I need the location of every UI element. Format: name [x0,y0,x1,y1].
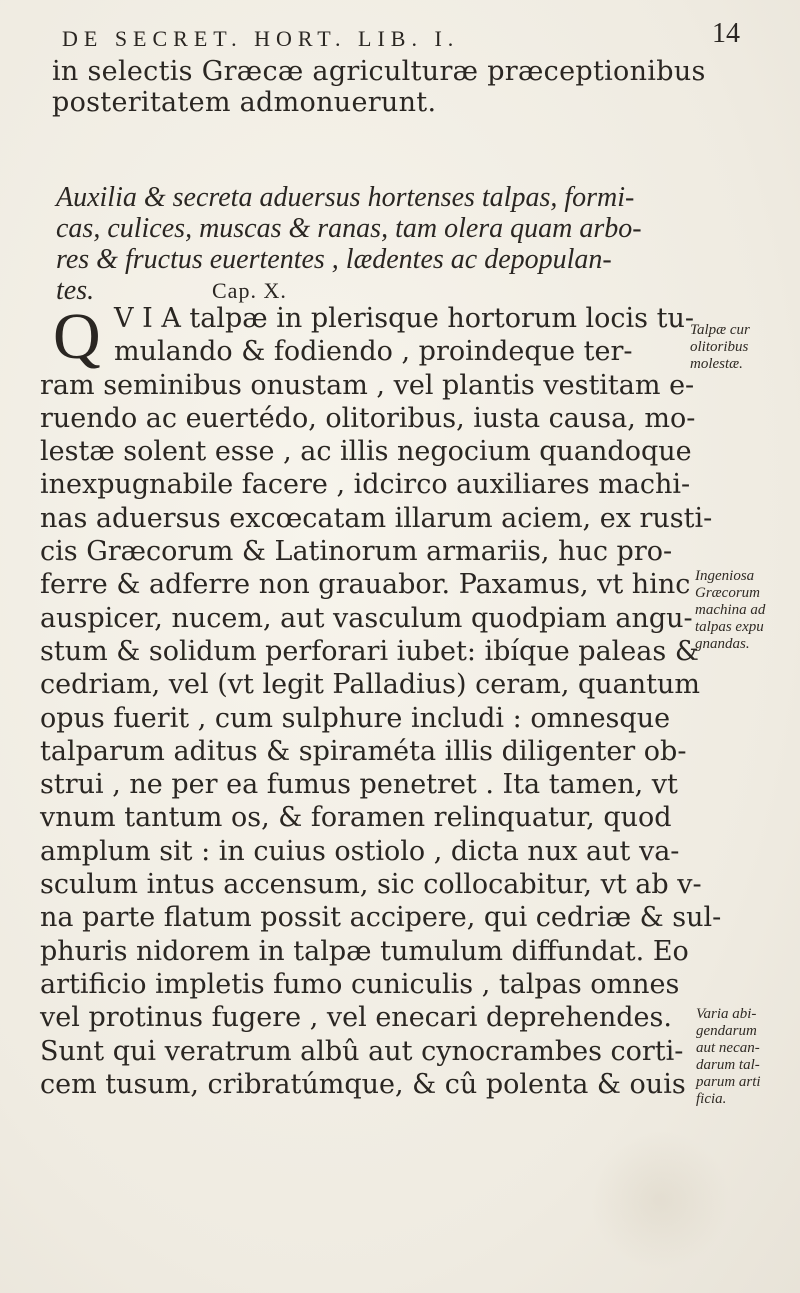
body-line: auspicer, nucem, aut vasculum quodpiam angu- [40,602,693,634]
margin-line: Græcorum [695,585,761,601]
body-line: artificio impletis fumo cuniculis , talpas omnes [40,968,680,1000]
margin-line: gnandas. [695,636,750,652]
margin-line: darum tal- [696,1057,760,1073]
body-line: vnum tantum os, & foramen relinquatur, quod [40,802,672,834]
body-line: V I A talpæ in plerisque hortorum locis tu- [114,303,694,334]
body-line: Sunt qui veratrum albû aut cynocrambes corti- [40,1035,684,1067]
margin-line: gendarum [696,1023,757,1039]
margin-line: olitoribus [690,339,749,355]
body-line: opus fuerit , cum sulphure includi : omnesque [40,702,671,734]
body-line: na parte flatum possit accipere, qui cedriæ & sul- [40,902,722,934]
body-line: nas aduersus excœcatam illarum aciem, ex rusti- [40,502,713,534]
body-line: sculum intus accensum, sic collocabitur, vt ab v- [40,869,702,901]
summary-line: cas, culices, muscas & ranas, tam olera quam arbo- [56,213,642,244]
margin-line: Varia abi- [696,1006,757,1022]
margin-line: Talpæ cur [690,322,750,338]
marginal-note-artificia [696,1006,761,1108]
text-line: in selectis Græcæ agriculturæ præceptionibus [52,56,706,87]
paper-stain [590,1130,730,1270]
summary-line: tes. [56,275,95,306]
body-line: vel protinus fugere , vel enecari deprehendes. [40,1002,672,1034]
marginal-note-talpae [690,322,750,373]
body-line: ruendo ac euertédo, olitoribus, iusta causa, mo- [40,402,696,434]
summary-line: res & fructus euertentes , lædentes ac depopulan- [56,244,612,275]
margin-line: molestæ. [690,356,743,372]
body-line: inexpugnabile facere , idcirco auxiliares machi- [40,469,691,501]
chapter-number: Cap. X. [212,278,287,303]
body-line: cis Græcorum & Latinorum armariis, huc pro- [40,536,673,568]
margin-line: ficia. [696,1091,727,1107]
intro-paragraph [52,56,752,118]
body-line: ferre & adferre non grauabor. Paxamus, vt hinc [40,569,691,601]
marginal-note-machina [695,568,765,653]
body-line: ram seminibus onustam , vel plantis vestitam e- [40,369,695,401]
margin-line: parum arti [696,1074,761,1090]
page-header [62,18,762,58]
text-line: posteritatem admonuerunt. [52,87,437,118]
margin-line: aut necan- [696,1040,760,1056]
summary-line: Auxilia & secreta aduersus hortenses talpas, formi- [56,182,635,213]
body-line: phuris nidorem in talpæ tumulum diffundat. Eo [40,935,689,967]
margin-line: talpas expu [695,619,764,635]
margin-line: Ingeniosa [695,568,755,584]
body-line: talparum aditus & spiraméta illis diligenter ob- [40,735,687,767]
body-line: cem tusum, cribratúmque, & cû polenta & ouis [40,1068,686,1100]
body-line: mulando & fodiendo , proindeque ter- [114,336,633,368]
body-line: strui , ne per ea fumus penetret . Ita tamen, vt [40,769,678,801]
body-line: lestæ solent esse , ac illis negocium quandoque [40,436,692,468]
body-line: stum & solidum perforari iubet: ibíque paleas & [40,635,699,667]
page-number: 14 [712,18,740,49]
margin-line: machina ad [695,602,766,618]
chapter-summary [56,182,756,306]
drop-cap: Q [53,300,101,373]
body-line: amplum sit : in cuius ostiolo , dicta nux aut va- [40,835,680,867]
body-line: cedriam, vel (vt legit Palladius) ceram, quantum [40,669,700,701]
running-head: DE SECRET. HORT. LIB. I. [62,26,460,51]
